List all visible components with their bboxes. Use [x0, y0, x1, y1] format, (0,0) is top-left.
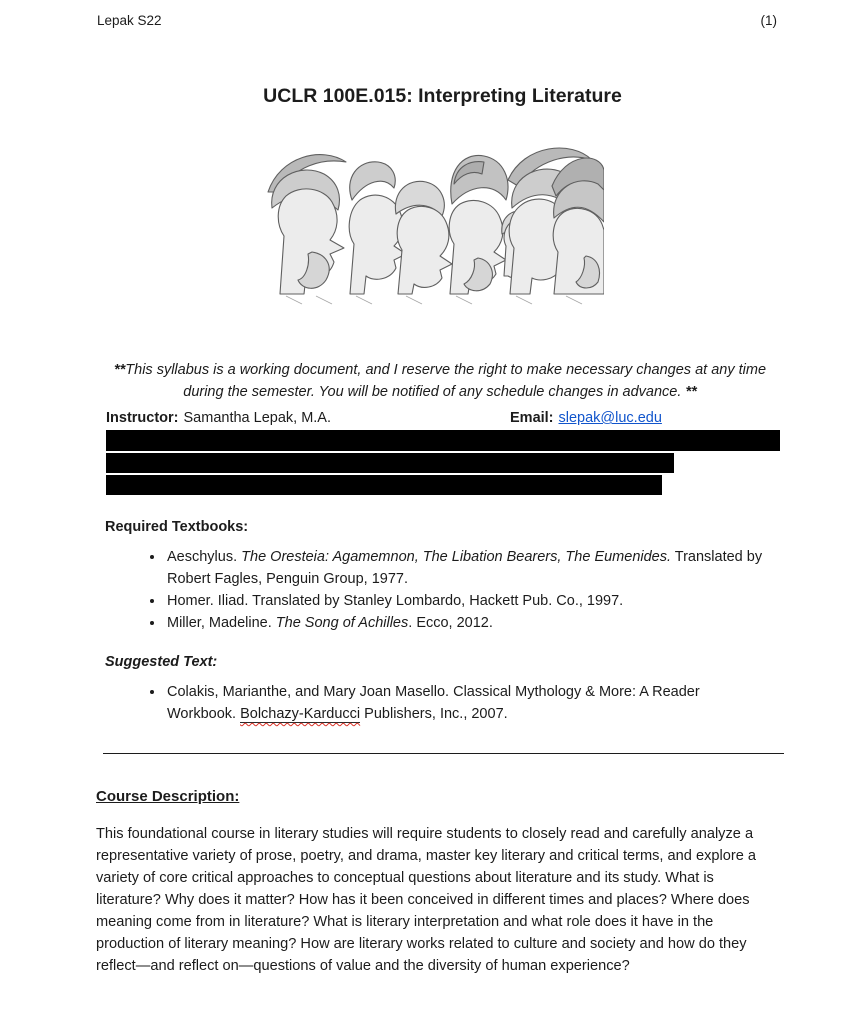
textbook-item-homer — [165, 590, 767, 612]
textbook-text: Aeschylus. — [167, 549, 242, 565]
suggested-text-section — [105, 651, 783, 725]
page-header — [97, 13, 777, 28]
redaction-bar-2 — [106, 453, 674, 473]
classical-heads-engraving-svg — [256, 126, 604, 314]
redaction-bar-3 — [106, 475, 662, 495]
textbook-text: Colakis, Marianthe, and Mary Joan Masello. Classical Mythology & More: A Reader Workbook. — [167, 684, 700, 722]
required-textbooks-section — [105, 516, 783, 634]
header-page-number: (1) — [760, 13, 777, 28]
disclaimer-text — [95, 359, 785, 403]
suggested-text-list — [105, 681, 783, 725]
section-divider — [103, 753, 784, 754]
course-description-body: This foundational course in literary studies will require students to closely read and carefully analyze a representative variety of prose, poetry, and drama, master key literary and critical terms, and explore a variety of core critical approaches to conceptual questions about literature and its study. What is literature? Why does it matter? How has it been conceived in different times and places? Where does meaning come from in literature? What is literary interpretation and what role does it have in the production of literary meaning? How are literary works related to culture and society and how do they reflect—and reflect on—questions of value and the diversity of human experience? — [96, 826, 756, 974]
textbook-text: . Ecco, 2012. — [408, 615, 493, 631]
disclaimer-stars-close: ** — [685, 383, 697, 400]
textbook-item-aeschylus — [165, 546, 767, 590]
textbook-text: Homer. Iliad. Translated by Stanley Lombardo, Hackett Pub. Co., 1997. — [167, 593, 624, 609]
email-label: Email: — [510, 410, 554, 426]
email-link[interactable]: slepak@luc.edu — [558, 410, 662, 426]
instructor-name: Samantha Lepak, M.A. — [183, 410, 331, 426]
instructor-field — [106, 410, 331, 426]
disclaimer-stars-open: ** — [113, 361, 126, 378]
email-field — [510, 410, 662, 426]
textbook-text: Translated by Robert Fagles, Penguin Group, 1977. — [167, 549, 763, 587]
suggested-text-heading: Suggested Text: — [105, 654, 218, 670]
textbook-text: Miller, Madeline. — [167, 615, 276, 631]
textbook-title-italic: The Song of Achilles — [275, 615, 409, 631]
required-textbooks-heading: Required Textbooks: — [105, 519, 249, 535]
course-description-section — [96, 786, 756, 977]
header-author: Lepak S22 — [97, 13, 162, 28]
textbook-item-colakis — [165, 681, 767, 725]
redaction-bar-1 — [106, 430, 780, 451]
classical-heads-image — [256, 126, 604, 314]
document-title: UCLR 100E.015: Interpreting Literature — [263, 85, 622, 108]
textbook-item-miller — [165, 612, 767, 634]
required-textbooks-list — [105, 546, 783, 634]
instructor-label: Instructor: — [106, 410, 179, 426]
disclaimer-body: This syllabus is a working document, and I reserve the right to make necessary changes at any time during the semester. You will be notified of any schedule changes in advance. — [125, 361, 767, 400]
textbook-title-italic: The Oresteia: Agamemnon, The Libation Bearers, The Eumenides. — [241, 549, 672, 565]
textbook-text: Publishers, Inc., 2007. — [360, 706, 508, 722]
misspelled-word: Bolchazy-Karducci — [240, 706, 361, 722]
course-description-heading: Course Description: — [96, 788, 240, 805]
contact-row — [106, 410, 780, 430]
